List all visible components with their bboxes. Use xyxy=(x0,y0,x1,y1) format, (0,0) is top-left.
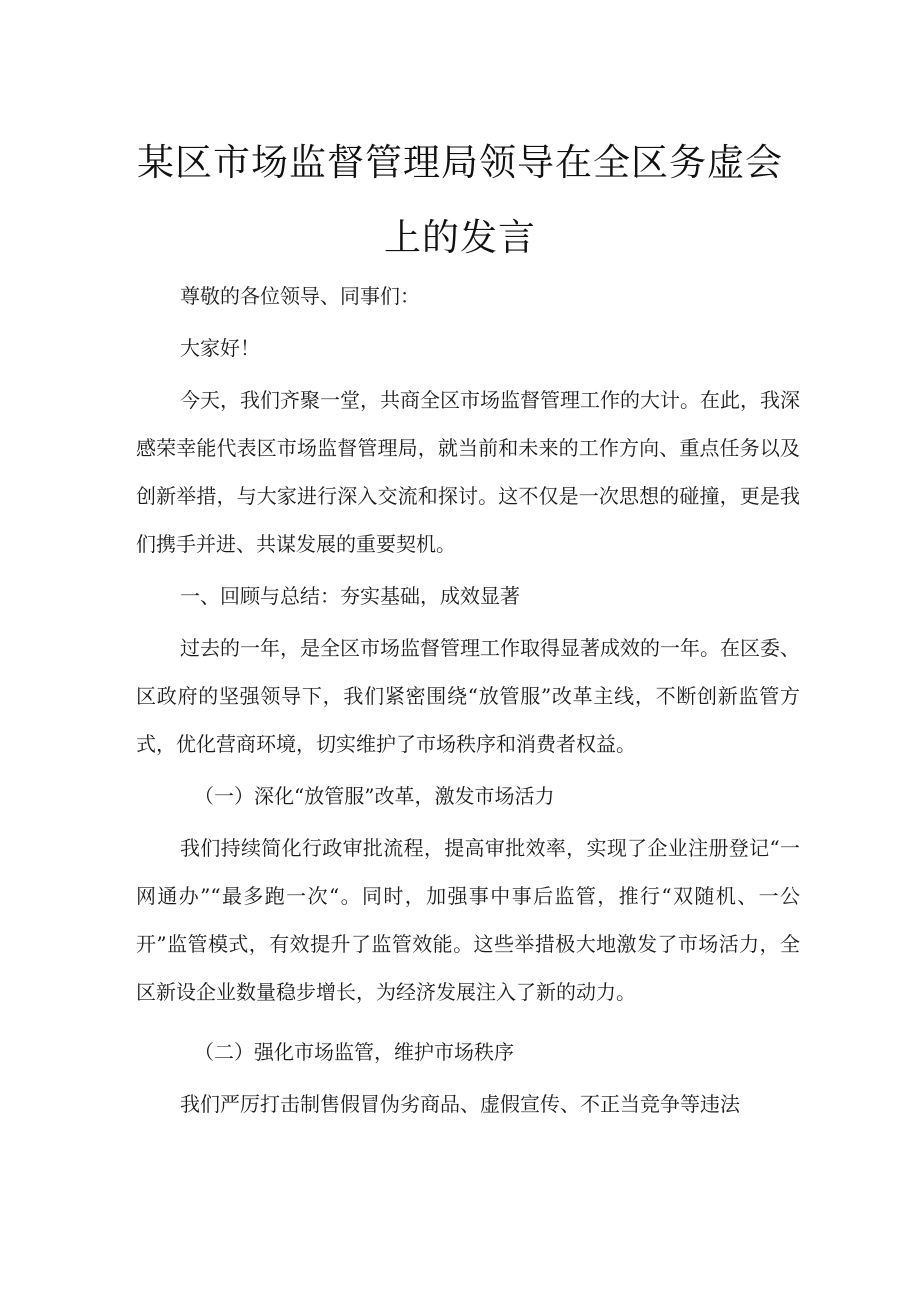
section-1-heading: 一、回顾与总结：夯实基础，成效显著 xyxy=(180,584,520,608)
subsection-1-heading: （一）深化“放管服”改革，激发市场活力 xyxy=(194,784,555,808)
document-body xyxy=(136,272,800,1128)
salutation: 尊敬的各位领导、同事们： xyxy=(180,284,420,308)
title-line-2: 上的发言 xyxy=(384,216,536,259)
subsection-2-heading: （二）强化市场监管，维护市场秩序 xyxy=(194,1040,514,1064)
subsection-1-paragraph: 我们持续简化行政审批流程，提高审批效率，实现了企业注册登记“一网通办”“最多跑一次“。同时，加强事中事后监管，推行“双随机、一公开”监管模式，有效提升了监管效能。这些举措极大地激发了市场活力，全区新设企业数量稳步增长，为经济发展注入了新的动力。 xyxy=(136,836,800,1004)
intro-paragraph: 今天，我们齐聚一堂，共商全区市场监督管理工作的大计。在此，我深感荣幸能代表区市场监督管理局，就当前和未来的工作方向、重点任务以及创新举措，与大家进行深入交流和探讨。这不仅是一次思想的碰撞，更是我们携手并进、共谋发展的重要契机。 xyxy=(136,388,800,556)
subsection-2-paragraph: 我们严厉打击制售假冒伪劣商品、虚假宣传、不正当竞争等违法 xyxy=(180,1092,740,1116)
section-1-paragraph: 过去的一年，是全区市场监督管理工作取得显著成效的一年。在区委、区政府的坚强领导下，我们紧密围绕“放管服”改革主线，不断创新监管方式，优化营商环境，切实维护了市场秩序和消费者权益。 xyxy=(136,636,800,756)
title-line-1: 某区市场监督管理局领导在全区务虚会 xyxy=(137,141,783,184)
greeting: 大家好！ xyxy=(180,336,260,360)
